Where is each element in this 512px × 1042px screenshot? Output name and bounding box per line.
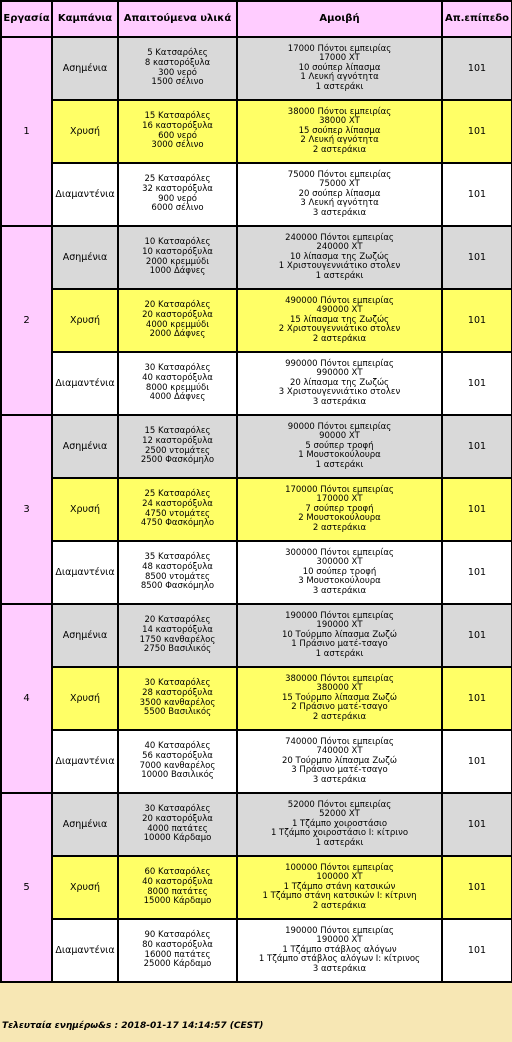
required-materials-line: 10000 Κάρδαμο (143, 833, 212, 844)
reward-line: 17000 Πόντοι εμπειρίας (287, 43, 392, 54)
required-level: 101 (442, 667, 512, 730)
reward (237, 163, 442, 226)
reward-line: 20 σούπερ λίπασμα (298, 188, 381, 199)
reward (237, 541, 442, 604)
reward (237, 730, 442, 793)
reward-line: 20 Τούρμπο λίπασμα Ζωζώ (281, 755, 398, 766)
reward-line: 75000 ΧΤ (319, 179, 360, 190)
reward-line: 3 αστεράκια (312, 774, 367, 785)
reward-line: 100000 Πόντοι εμπειρίας (285, 862, 394, 873)
reward-line: 2 Λευκή αγνότητα (300, 135, 379, 146)
reward (237, 478, 442, 541)
campaign-name: Διαμαντένια (52, 163, 118, 226)
required-materials-line: 2500 Φασκόμηλο (140, 455, 215, 466)
reward-line: 1 αστεράκι (315, 648, 364, 659)
required-materials-line: 4000 Δάφνες (149, 392, 206, 403)
required-materials-line: 20 Κατσαρόλες (144, 615, 211, 626)
required-materials-line: 25 Κατσαρόλες (144, 174, 211, 185)
required-materials-line: 7000 κανθαρέλος (139, 760, 216, 771)
required-materials-line: 20 Κατσαρόλες (144, 300, 211, 311)
required-materials-line: 3000 σέλινο (151, 140, 204, 151)
reward-line: 100000 ΧΤ (316, 872, 363, 883)
required-materials (118, 730, 237, 793)
table-row (1, 478, 512, 541)
required-materials-line: 30 Κατσαρόλες (144, 678, 211, 689)
reward-line: 10 σούπερ λίπασμα (298, 62, 381, 73)
reward-line: 1 Τζάμπο στάβλος αλόγων (282, 944, 397, 955)
reward-line: 1 Χριστουγεννιάτικο στολεν (278, 261, 401, 272)
task-number: 5 (1, 793, 52, 982)
reward-line: 490000 Πόντοι εμπειρίας (285, 295, 394, 306)
table-row (1, 415, 512, 478)
required-materials-line: 48 καστορόξυλα (142, 561, 213, 572)
table-row (1, 793, 512, 856)
required-materials-line: 4750 ντομάτες (144, 508, 211, 519)
reward-line: 10 σούπερ τροφή (302, 566, 377, 577)
reward-line: 300000 Πόντοι εμπειρίας (285, 547, 394, 558)
required-materials (118, 100, 237, 163)
reward (237, 100, 442, 163)
required-materials-line: 35 Κατσαρόλες (144, 552, 211, 563)
campaign-name: Χρυσή (52, 289, 118, 352)
required-level: 101 (442, 352, 512, 415)
reward-line: 190000 Πόντοι εμπειρίας (285, 610, 394, 621)
reward-line: 2 αστεράκια (312, 900, 367, 911)
reward-line: 1 αστεράκι (315, 837, 364, 848)
required-materials-line: 60 Κατσαρόλες (144, 867, 211, 878)
required-materials-line: 40 καστορόξυλα (142, 876, 213, 887)
campaign-name: Διαμαντένια (52, 730, 118, 793)
reward (237, 667, 442, 730)
reward-line: 1 αστεράκι (315, 81, 364, 92)
required-materials (118, 415, 237, 478)
reward-line: 15 σούπερ λίπασμα (298, 125, 381, 136)
required-materials-line: 8000 πατάτες (147, 886, 208, 897)
required-materials-line: 8000 κρεμμύδι (145, 382, 210, 393)
reward-line: 170000 ΧΤ (316, 494, 363, 505)
required-materials-line: 5 Κατσαρόλες (147, 48, 208, 59)
campaign-name: Ασημένια (52, 415, 118, 478)
required-materials-line: 10 καστορόξυλα (142, 246, 213, 257)
reward-line: 3 Χριστουγεννιάτικο στολεν (278, 387, 401, 398)
campaign-name: Διαμαντένια (52, 352, 118, 415)
reward (237, 37, 442, 100)
reward-line: 1 Μουστοκούλουρα (298, 450, 381, 461)
campaign-name: Διαμαντένια (52, 541, 118, 604)
required-materials-line: 2000 Δάφνες (149, 329, 206, 340)
reward-line: 3 Λευκή αγνότητα (300, 198, 379, 209)
reward-line: 190000 ΧΤ (316, 935, 363, 946)
reward-line: 7 σούπερ τροφή (305, 503, 374, 514)
required-materials (118, 226, 237, 289)
table-row (1, 37, 512, 100)
reward (237, 919, 442, 982)
required-materials (118, 604, 237, 667)
table-row (1, 289, 512, 352)
reward (237, 226, 442, 289)
required-materials (118, 667, 237, 730)
required-level: 101 (442, 919, 512, 982)
table-row (1, 352, 512, 415)
reward-line: 1 Τζάμπο στάνη κατσικών (283, 881, 396, 892)
required-materials-line: 2500 ντομάτες (144, 445, 211, 456)
required-materials-line: 40 καστορόξυλα (142, 372, 213, 383)
reward-line: 2 Μουστοκούλουρα (298, 513, 381, 524)
header-row (1, 1, 512, 37)
required-level: 101 (442, 541, 512, 604)
table-row (1, 730, 512, 793)
header-campaign: Καμπάνια (52, 1, 118, 37)
required-level: 101 (442, 37, 512, 100)
required-materials-line: 8 καστορόξυλα (144, 57, 211, 68)
required-materials-line: 2750 Βασιλικός (143, 644, 212, 655)
required-materials-line: 24 καστορόξυλα (142, 498, 213, 509)
required-materials (118, 856, 237, 919)
required-materials (118, 919, 237, 982)
required-materials-line: 8500 ντομάτες (144, 571, 211, 582)
required-materials-line: 20 καστορόξυλα (142, 309, 213, 320)
required-materials-line: 90 Κατσαρόλες (144, 930, 211, 941)
reward-line: 2 αστεράκια (312, 333, 367, 344)
reward-line: 52000 Πόντοι εμπειρίας (287, 799, 392, 810)
required-materials-line: 15 Κατσαρόλες (144, 426, 211, 437)
reward-line: 190000 ΧΤ (316, 620, 363, 631)
table-row (1, 919, 512, 982)
required-level: 101 (442, 730, 512, 793)
reward-line: 3 αστεράκια (312, 207, 367, 218)
reward-line: 10 Τούρμπο λίπασμα Ζωζώ (281, 629, 398, 640)
reward-line: 3 Μουστοκούλουρα (298, 576, 381, 587)
required-materials-line: 56 καστορόξυλα (142, 750, 213, 761)
required-materials-line: 4000 πατάτες (147, 823, 208, 834)
reward-line: 3 αστεράκια (312, 585, 367, 596)
table-row (1, 856, 512, 919)
reward-line: 2 Χριστουγεννιάτικο στολεν (278, 324, 401, 335)
reward-line: 1 Λευκή αγνότητα (300, 72, 379, 83)
reward-line: 300000 ΧΤ (316, 557, 363, 568)
campaign-name: Χρυσή (52, 478, 118, 541)
required-level: 101 (442, 856, 512, 919)
reward-line: 90000 ΧΤ (319, 431, 360, 442)
table-row (1, 100, 512, 163)
required-materials-line: 600 νερό (158, 130, 197, 141)
required-materials-line: 20 καστορόξυλα (142, 813, 213, 824)
campaign-name: Ασημένια (52, 37, 118, 100)
reward-line: 740000 Πόντοι εμπειρίας (285, 736, 394, 747)
reward-line: 380000 ΧΤ (316, 683, 363, 694)
header-materials: Απαιτούμενα υλικά (118, 1, 237, 37)
required-materials-line: 10000 Βασιλικός (141, 770, 214, 781)
reward-line: 490000 ΧΤ (316, 305, 363, 316)
reward-line: 2 Πράσινο ματέ-τσαγο (291, 702, 388, 713)
reward-line: 2 αστεράκια (312, 144, 367, 155)
required-materials-line: 3500 κανθαρέλος (139, 697, 216, 708)
reward-line: 3 αστεράκια (312, 963, 367, 974)
required-level: 101 (442, 226, 512, 289)
required-level: 101 (442, 415, 512, 478)
required-materials-line: 15 Κατσαρόλες (144, 111, 211, 122)
header-task: Εργασία (1, 1, 52, 37)
required-materials (118, 163, 237, 226)
required-materials-line: 25000 Κάρδαμο (143, 959, 212, 970)
required-materials (118, 37, 237, 100)
reward-line: 38000 Πόντοι εμπειρίας (287, 106, 392, 117)
required-materials (118, 793, 237, 856)
required-materials-line: 2000 κρεμμύδι (145, 256, 210, 267)
quest-table-body (1, 37, 512, 982)
table-row (1, 226, 512, 289)
reward-line: 1 Τζάμπο χοιροστάσιο (291, 818, 388, 829)
reward-line: 990000 ΧΤ (316, 368, 363, 379)
reward (237, 604, 442, 667)
required-materials-line: 14 καστορόξυλα (142, 624, 213, 635)
required-materials-line: 16 καστορόξυλα (142, 120, 213, 131)
reward-line: 38000 ΧΤ (319, 116, 360, 127)
required-materials-line: 300 νερό (158, 67, 197, 78)
reward-line: 3 αστεράκια (312, 396, 367, 407)
table-row (1, 163, 512, 226)
required-materials (118, 541, 237, 604)
table-row (1, 667, 512, 730)
required-materials-line: 12 καστορόξυλα (142, 435, 213, 446)
reward-line: 75000 Πόντοι εμπειρίας (287, 169, 392, 180)
reward-line: 1 Τζάμπο στάνη κατσικών Ι: κίτρινη (262, 891, 417, 902)
required-materials (118, 478, 237, 541)
required-materials-line: 25 Κατσαρόλες (144, 489, 211, 500)
required-materials-line: 4000 κρεμμύδι (145, 319, 210, 330)
reward-line: 190000 Πόντοι εμπειρίας (285, 925, 394, 936)
reward-line: 2 αστεράκια (312, 711, 367, 722)
task-number: 4 (1, 604, 52, 793)
required-level: 101 (442, 289, 512, 352)
reward-line: 240000 ΧΤ (316, 242, 363, 253)
reward-line: 240000 Πόντοι εμπειρίας (285, 232, 394, 243)
required-materials-line: 900 νερό (158, 193, 197, 204)
required-materials (118, 289, 237, 352)
table-row (1, 604, 512, 667)
reward-line: 17000 ΧΤ (319, 53, 360, 64)
reward-line: 990000 Πόντοι εμπειρίας (285, 358, 394, 369)
reward-line: 90000 Πόντοι εμπειρίας (287, 421, 392, 432)
reward-line: 15 λίπασμα της Ζωζώς (289, 314, 390, 325)
required-materials (118, 352, 237, 415)
required-level: 101 (442, 478, 512, 541)
required-materials-line: 16000 πατάτες (144, 949, 211, 960)
task-number: 3 (1, 415, 52, 604)
reward-line: 15 Τούρμπο λίπασμα Ζωζώ (281, 692, 398, 703)
reward-line: 1 Πράσινο ματέ-τσαγο (291, 639, 388, 650)
reward-line: 170000 Πόντοι εμπειρίας (285, 484, 394, 495)
required-materials-line: 1750 κανθαρέλος (139, 634, 216, 645)
required-level: 101 (442, 163, 512, 226)
reward-line: 380000 Πόντοι εμπειρίας (285, 673, 394, 684)
required-materials-line: 30 Κατσαρόλες (144, 363, 211, 374)
reward (237, 289, 442, 352)
campaign-name: Διαμαντένια (52, 919, 118, 982)
reward-line: 20 λίπασμα της Ζωζώς (289, 377, 390, 388)
reward-line: 1 αστεράκι (315, 270, 364, 281)
required-level: 101 (442, 604, 512, 667)
required-materials-line: 28 καστορόξυλα (142, 687, 213, 698)
reward-line: 5 σούπερ τροφή (305, 440, 374, 451)
reward-line: 10 λίπασμα της Ζωζώς (289, 251, 390, 262)
required-materials-line: 4750 Φασκόμηλο (140, 518, 215, 529)
table-row (1, 541, 512, 604)
required-materials-line: 80 καστορόξυλα (142, 939, 213, 950)
reward (237, 856, 442, 919)
required-materials-line: 30 Κατσαρόλες (144, 804, 211, 815)
reward (237, 352, 442, 415)
required-materials-line: 40 Κατσαρόλες (144, 741, 211, 752)
required-materials-line: 8500 Φασκόμηλο (140, 581, 215, 592)
reward-line: 740000 ΧΤ (316, 746, 363, 757)
header-reward: Αμοιβή (237, 1, 442, 37)
reward-line: 3 Πράσινο ματέ-τσαγο (291, 765, 388, 776)
required-materials-line: 6000 σέλινο (151, 203, 204, 214)
task-number: 2 (1, 226, 52, 415)
reward-line: 1 Τζάμπο στάβλος αλόγων Ι: κίτρινος (258, 954, 421, 965)
reward-line: 2 αστεράκια (312, 522, 367, 533)
required-level: 101 (442, 793, 512, 856)
required-materials-line: 1000 Δάφνες (149, 266, 206, 277)
reward-line: 1 αστεράκι (315, 459, 364, 470)
reward (237, 415, 442, 478)
reward (237, 793, 442, 856)
required-materials-line: 10 Κατσαρόλες (144, 237, 211, 248)
reward-line: 1 Τζάμπο χοιροστάσιο Ι: κίτρινο (270, 828, 409, 839)
campaign-name: Ασημένια (52, 604, 118, 667)
header-level: Απ.επίπεδο (442, 1, 512, 37)
required-materials-line: 32 καστορόξυλα (142, 183, 213, 194)
task-number: 1 (1, 37, 52, 226)
required-materials-line: 15000 Κάρδαμο (143, 896, 212, 907)
campaign-name: Χρυσή (52, 856, 118, 919)
required-level: 101 (442, 100, 512, 163)
required-materials-line: 1500 σέλινο (151, 77, 204, 88)
required-materials-line: 5500 Βασιλικός (143, 707, 212, 718)
campaign-name: Ασημένια (52, 226, 118, 289)
last-updated: Τελευταία ενημέρω&s : 2018-01-17 14:14:57 (CEST) (2, 1021, 264, 1031)
campaign-name: Χρυσή (52, 667, 118, 730)
campaign-name: Ασημένια (52, 793, 118, 856)
campaign-name: Χρυσή (52, 100, 118, 163)
reward-line: 52000 ΧΤ (319, 809, 360, 820)
